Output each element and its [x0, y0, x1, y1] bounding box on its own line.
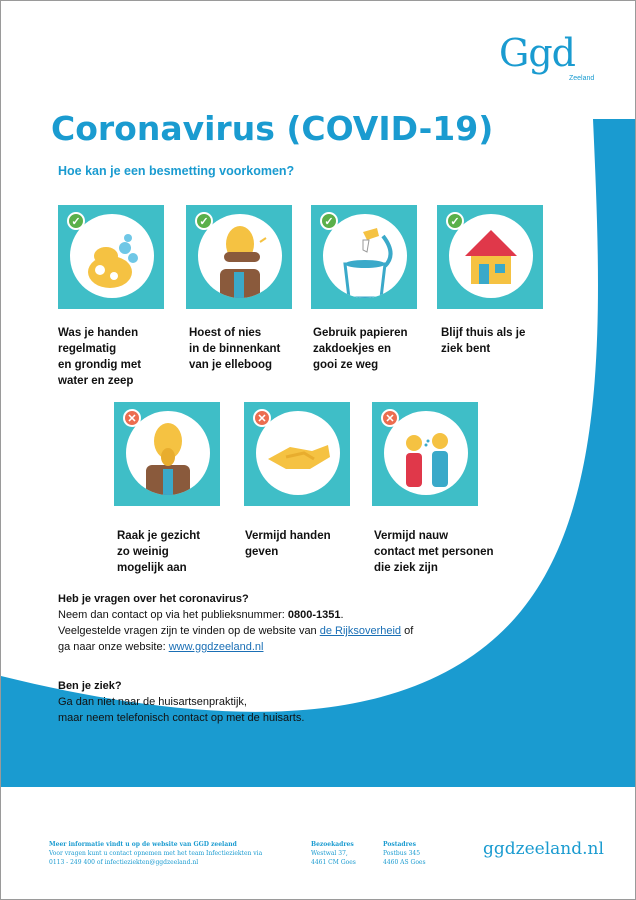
footer-visit-text: Westwal 37, 4461 CM Goes [311, 850, 356, 866]
sick-line2: maar neem telefonisch contact op met de huisarts. [58, 712, 305, 724]
logo-subtext: Zeeland [569, 75, 595, 82]
footer-url[interactable]: ggdzeeland.nl [483, 839, 604, 859]
page-subtitle: Hoe kan je een besmetting voorkomen? [58, 164, 295, 178]
cross-icon: ✕ [253, 409, 271, 427]
questions-line1-end: . [340, 609, 344, 621]
questions-block [58, 591, 413, 655]
ggd-logo [499, 31, 599, 87]
check-icon: ✓ [446, 212, 464, 230]
phone-number: 0800-1351 [287, 609, 341, 621]
questions-line2-end: of [401, 625, 414, 637]
ggdzeeland-link[interactable]: www.ggdzeeland.nl [168, 641, 264, 653]
card-handshake [244, 402, 350, 506]
card-stay-home [437, 205, 543, 309]
footer-info [49, 831, 262, 876]
sick-line1: Ga dan niet naar de huisartsenpraktijk, [58, 696, 247, 708]
sick-block [58, 678, 304, 726]
questions-line2: Veelgestelde vragen zijn te vinden op de website van [58, 625, 320, 637]
caption-wash-hands: Was je handen regelmatig en grondig met water en zeep [58, 327, 142, 387]
caption-close-contact: Vermijd nauw contact met personen die ziek zijn [374, 530, 494, 574]
questions-heading: Heb je vragen over het coronavirus? [58, 593, 249, 605]
rijksoverheid-link[interactable]: de Rijksoverheid [319, 625, 402, 637]
check-icon: ✓ [67, 212, 85, 230]
footer-postal-title: Postadres [383, 841, 416, 848]
questions-line3: ga naar onze website: [58, 641, 169, 653]
cross-icon: ✕ [381, 409, 399, 427]
caption-stay-home: Blijf thuis als je ziek bent [441, 327, 526, 355]
footer-postal-address [383, 831, 426, 876]
check-icon: ✓ [320, 212, 338, 230]
questions-line1: Neem dan contact op via het publieksnummer: [58, 609, 288, 621]
caption-handshake: Vermijd handen geven [245, 530, 331, 558]
caption-tissue: Gebruik papieren zakdoekjes en gooi ze weg [313, 327, 408, 371]
check-icon: ✓ [195, 212, 213, 230]
footer [1, 787, 636, 900]
card-touch-face [114, 402, 220, 506]
page-title: Coronavirus (COVID-19) [51, 109, 494, 148]
footer-visit-title: Bezoekadres [311, 841, 354, 848]
card-cough-elbow [186, 205, 292, 309]
footer-info-title: Meer informatie vindt u op de website van GGD zeeland [49, 841, 237, 848]
cross-icon: ✕ [123, 409, 141, 427]
caption-cough-elbow: Hoest of nies in de binnenkant van je elleboog [189, 327, 281, 371]
card-wash-hands [58, 205, 164, 309]
footer-info-text: Voor vragen kunt u contact opnemen met het team Infectieziekten via 0113 - 249 400 of infectieziekten@ggdzeeland.nl [49, 850, 263, 866]
footer-visit-address [311, 831, 356, 876]
footer-postal-text: Postbus 345 4460 AS Goes [383, 850, 426, 866]
caption-touch-face: Raak je gezicht zo weinig mogelijk aan [117, 530, 201, 574]
card-tissue [311, 205, 417, 309]
logo-text: Ggd [499, 31, 576, 75]
card-close-contact [372, 402, 478, 506]
sick-heading: Ben je ziek? [58, 680, 122, 692]
